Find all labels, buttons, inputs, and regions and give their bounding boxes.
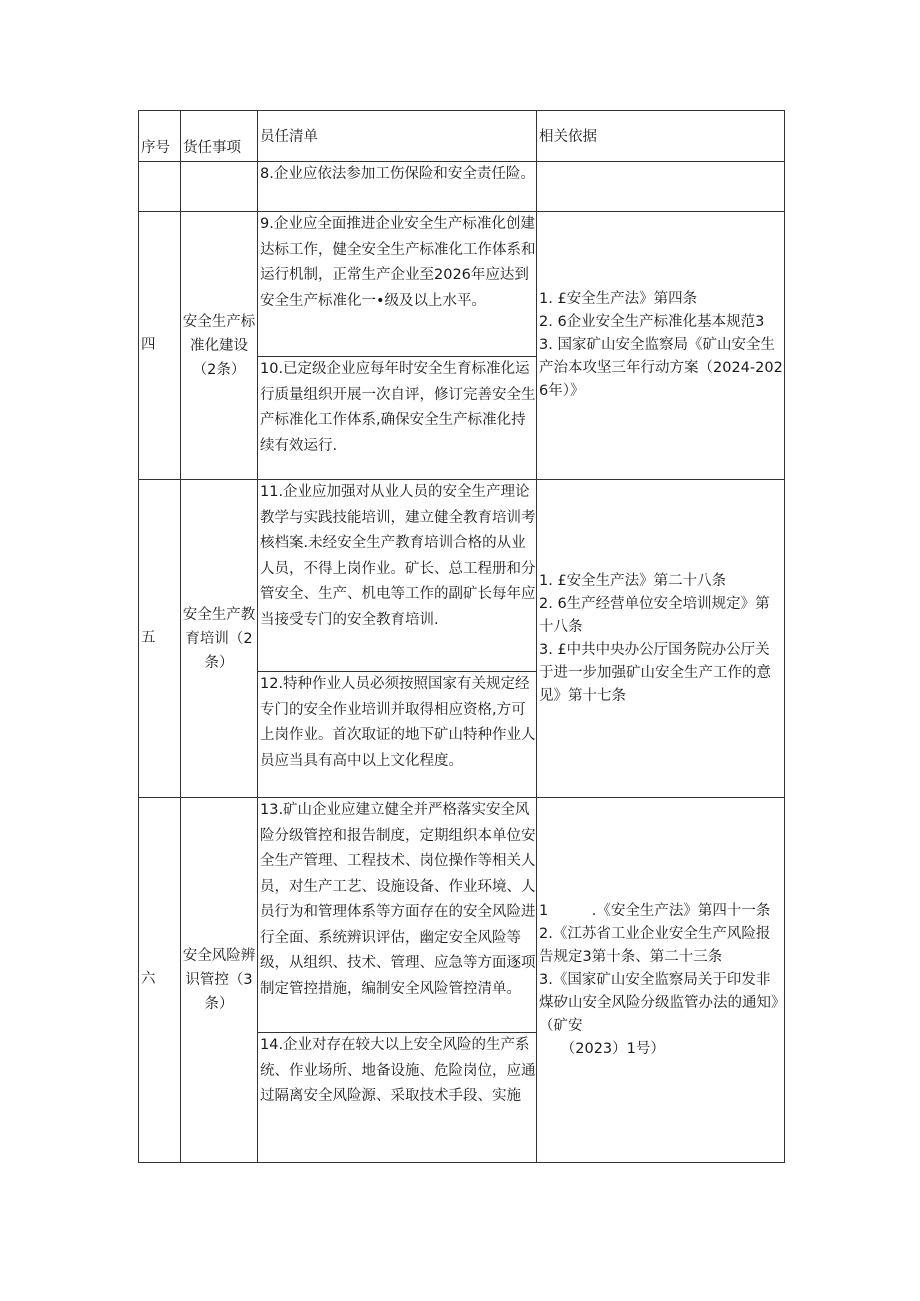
basis-line: 3. £中共中央办公厅国务院办公厅关于进一步加强矿山安全生产工作的意见》第十七条 <box>539 641 771 704</box>
row-item: 安全风险辨识管控（3条） <box>181 798 258 1163</box>
responsibility-table-sheet <box>138 110 784 1162</box>
header-list: 员任清单 <box>258 111 537 162</box>
basis-line: 1. £安全生产法》第二十八条 <box>539 572 727 589</box>
row-item: 安全生产教育培训（2条） <box>181 480 258 798</box>
row-list: 8.企业应依法参加工伤保险和安全责任险。 <box>258 162 537 212</box>
row-seq: 六 <box>139 798 181 1163</box>
row-basis <box>537 480 785 798</box>
basis-line: 2. 6生产经营单位安全培训规定》第十八条 <box>539 595 770 635</box>
row-seq: 四 <box>139 212 181 480</box>
basis-line: 2.《江苏省工业企业安全生产风险报告规定3第十条、第二十三条 <box>539 925 771 965</box>
row-seq <box>139 162 181 212</box>
table-row <box>139 798 785 1033</box>
basis-line: 1 .《安全生产法》第四十一条 <box>539 902 771 919</box>
row-list-item: 9.企业应全面推进企业安全生产标准化创建达标工作，健全安全生产标准化工作体系和运行机制，正常生产企业至2026年应达到安全生产标准化一•级及以上水平。 <box>258 212 537 357</box>
basis-line: 1. £安全生产法》第四条 <box>539 291 698 307</box>
basis-line: 3. 国家矿山安全监察局《矿山安全生产治本攻坚三年行动方案（2024-2026年）》 <box>539 337 783 399</box>
header-seq: 序号 <box>139 111 181 162</box>
row-list-item: 11.企业应加强对从业人员的安全生产理论教学与实践技能培训，建立健全教育培训考核档案.未经安全生产教育培训合格的从业人员，不得上岗作业。矿长、总工程册和分管安全、生产、机电等工作的副矿长每年应当接受专门的安全教育培训. <box>258 480 537 672</box>
row-item <box>181 162 258 212</box>
row-basis <box>537 162 785 212</box>
table-row <box>139 212 785 357</box>
basis-line: 2. 6企业安全生产标准化基本规范3 <box>539 314 765 330</box>
header-row <box>139 111 785 162</box>
responsibility-table <box>138 110 785 1163</box>
row-basis <box>537 798 785 1163</box>
row-item: 安全生产标准化建设（2条） <box>181 212 258 480</box>
row-list-item: 13.矿山企业应建立健全并严格落实安全风险分级管控和报告制度，定期组织本单位安全生产管理、工程技术、岗位操作等相关人员，对生产工艺、设施设备、作业环境、人员行为和管理体系等方面存在的安全风险进行全面、系统辨识评估，幽定安全风险等级，从组织、技术、管理、应急等方面逐项制定管控措施，编制安全风险管控清单。 <box>258 798 537 1033</box>
table-row <box>139 480 785 672</box>
row-basis <box>537 212 785 480</box>
row-list-item: 12.特种作业人员必须按照国家有关规定经专门的安全作业培训并取得相应资格,方可上岗作业。首次取证的地下矿山特种作业人员应当具有高中以上文化程度。 <box>258 672 537 798</box>
row-list-item: 10.已定级企业应每年时安全生育标准化运行质量组织开展一次自评，修订完善安全生产标准化工作体系,确保安全生产标准化持续有效运行. <box>258 357 537 480</box>
row-seq: 五 <box>139 480 181 798</box>
basis-line: 3.《国家矿山安全监察局关于印发非煤矽山安全风险分级监管办法的通知》（矿安 <box>539 971 779 1034</box>
basis-line: （2023）1号） <box>539 1040 665 1057</box>
table-row <box>139 162 785 212</box>
row-list-item: 14.企业对存在较大以上安全风险的生产系统、作业场所、地备设施、危险岗位，应通过隔离安全风险源、采取技术手段、实施 <box>258 1033 537 1163</box>
header-basis: 相关依据 <box>537 111 785 162</box>
header-item: 货任事项 <box>181 111 258 162</box>
